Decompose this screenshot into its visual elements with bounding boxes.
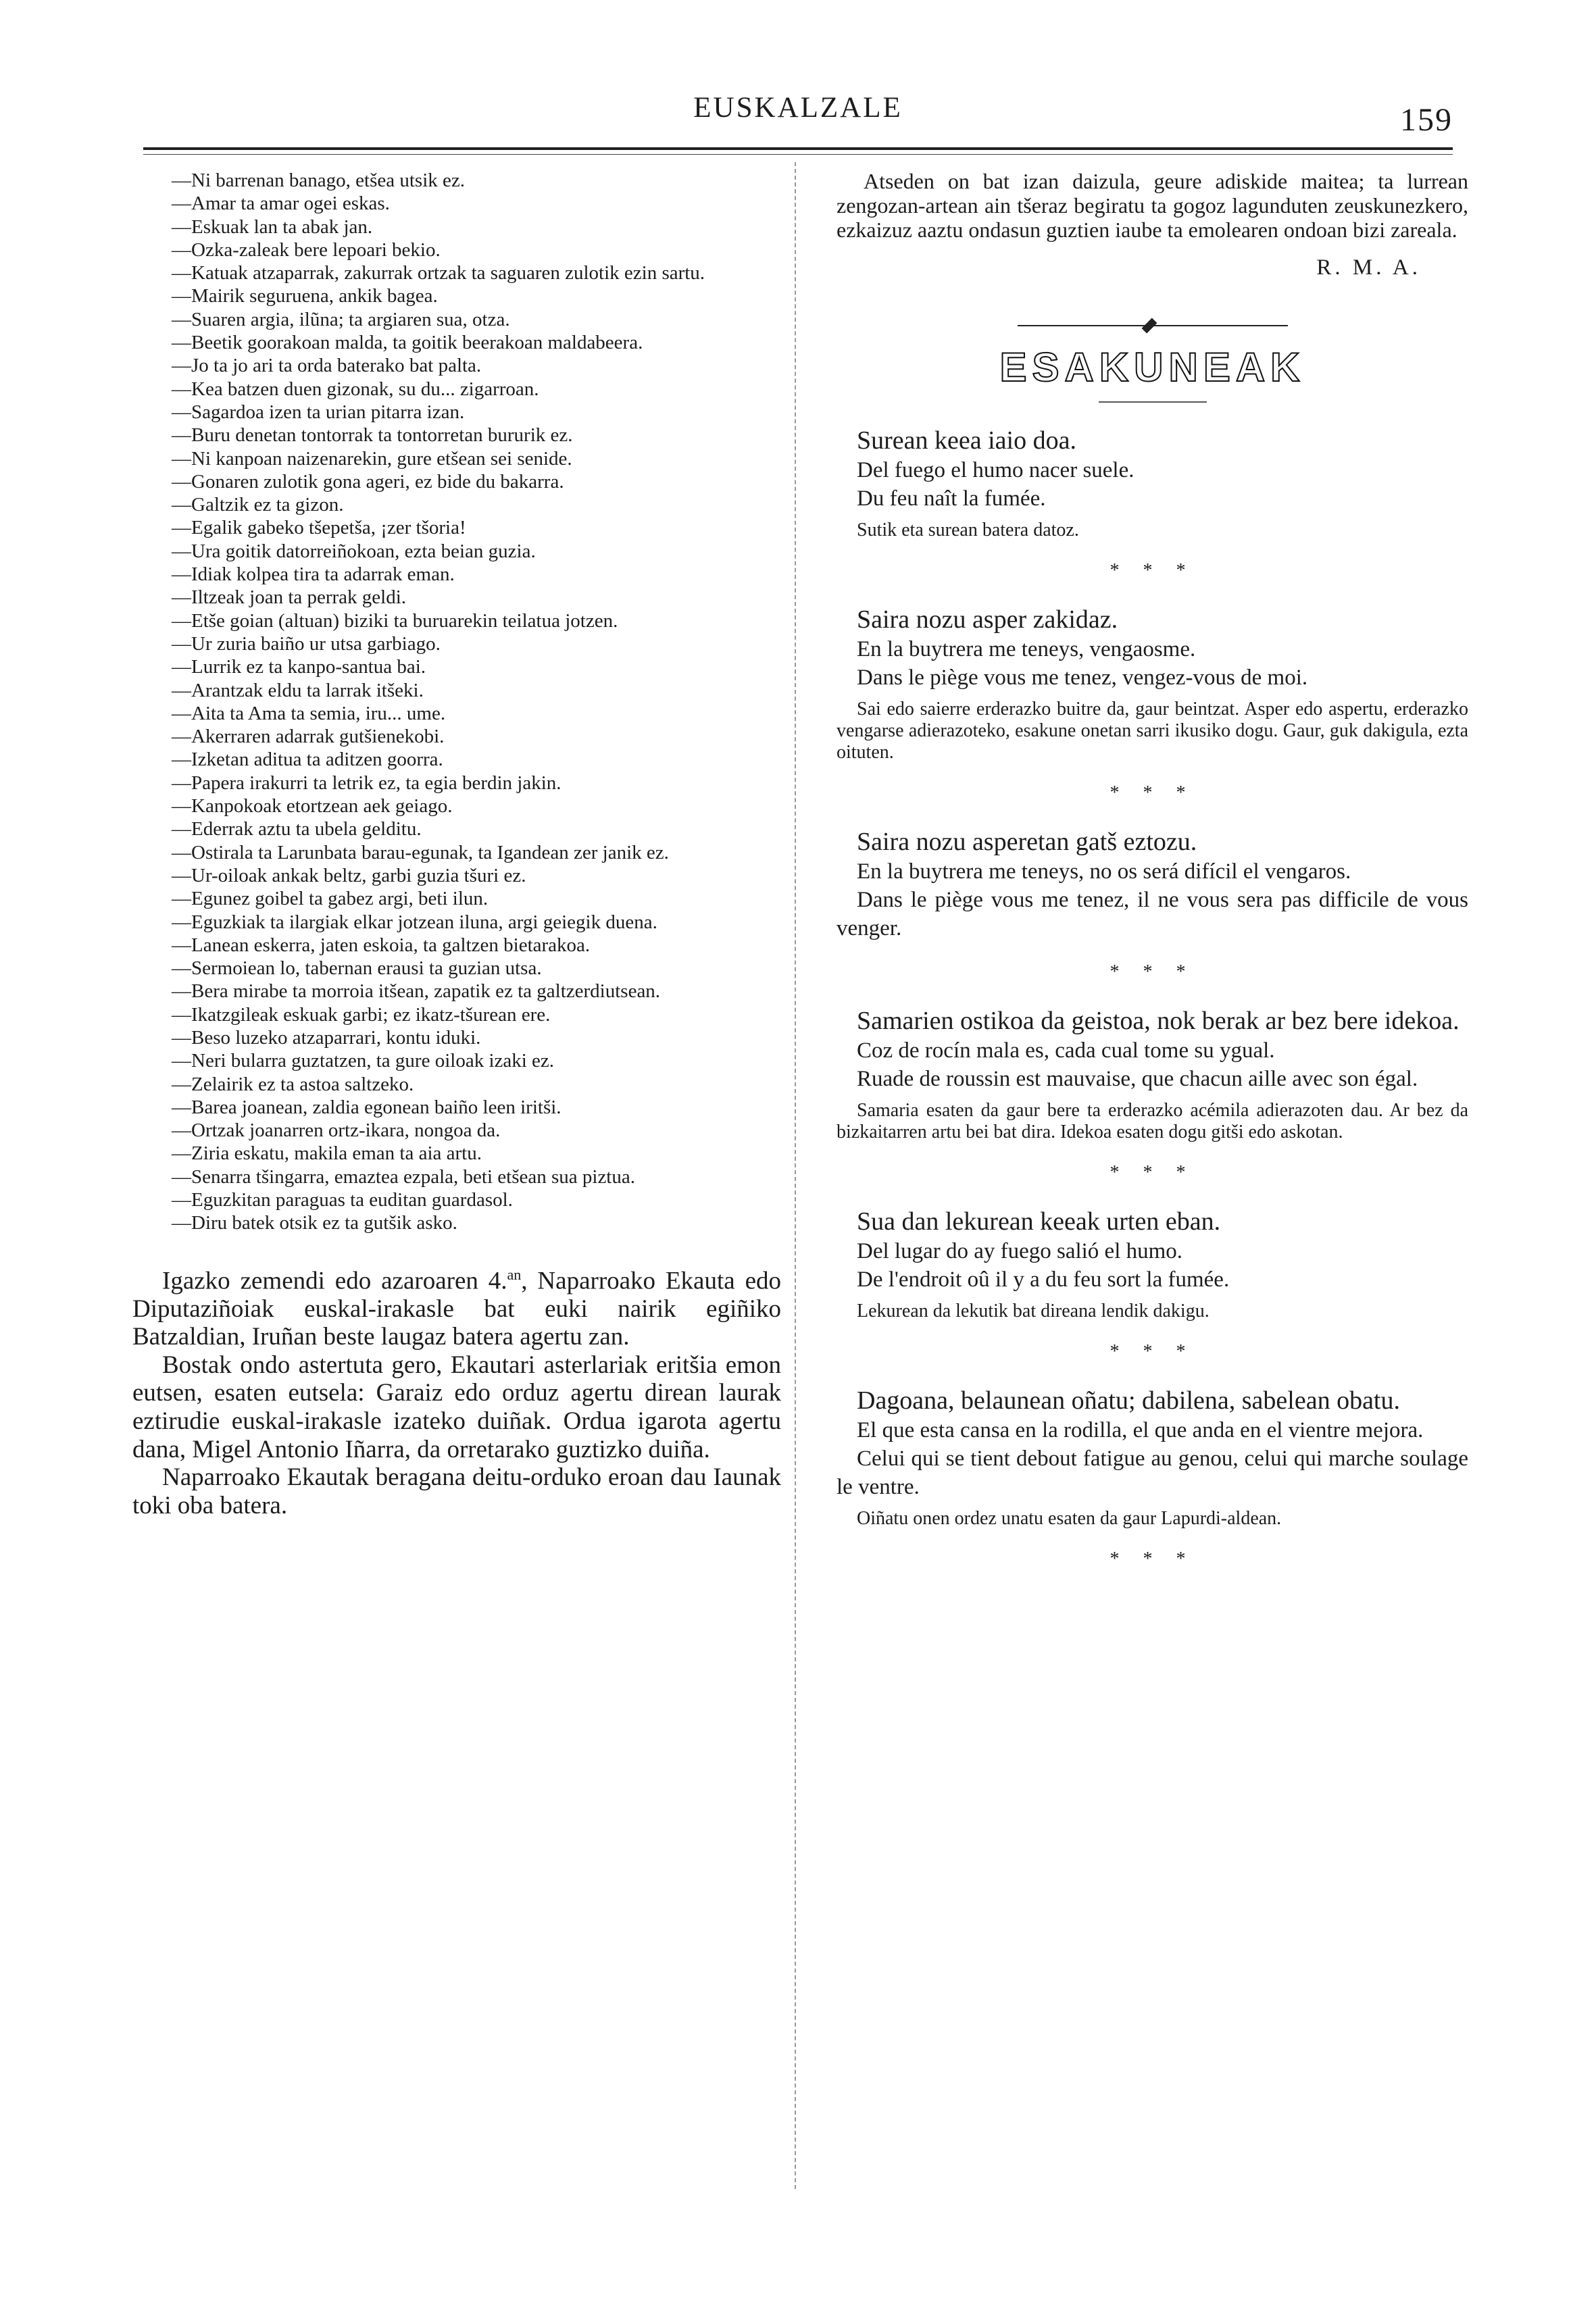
proverb-line: —Akerraren adarrak gutšienekobi. <box>172 726 445 748</box>
proverb-line: —Senarra tšingarra, emaztea ezpala, beti etšean sua piztua. <box>172 1165 635 1188</box>
saying-note: Lekurean da lekutik bat direana lendik dakigu. <box>857 1301 1210 1322</box>
asterism-separator: * * * <box>1109 1549 1195 1569</box>
asterism-separator: * * * <box>1109 961 1195 982</box>
right-column <box>837 169 1468 1570</box>
proverb-line: —Beetik goorakoan malda, ta goitik beerakoan maldabeera. <box>172 332 643 354</box>
saying-french: Du feu naît la fumée. <box>857 486 1046 511</box>
page-header-title: EUSKALZALE <box>693 92 903 124</box>
proverb-line: —Beso luzeko atzaparrari, kontu iduki. <box>172 1026 481 1049</box>
asterism-separator: * * * <box>1109 1341 1195 1362</box>
saying-basque: Saira nozu asper zakidaz. <box>857 605 1118 634</box>
saying-entry <box>837 426 1468 541</box>
asterism-separator: * * * <box>1109 782 1195 803</box>
proverb-line: —Eguzkiak ta ilargiak elkar jotzean iluna, argi geiegik duena. <box>172 911 657 933</box>
intro-paragraph: Atseden on bat izan daizula, geure adiskide maitea; ta lurrean zengozan-artean ain tšeraz begiratu ta gogoz lagunduten zeuskunezkero, ezkaizuz aaztu ondasun guztien iaube ta emolearen ondoan bizi zareala. <box>837 169 1468 242</box>
prose-text: Bostak ondo astertuta gero, Ekautari asterlariak eritšia emon eutsen, esaten eutsela: Garaiz edo orduz agertu direan laurak eztirudie euskal-irakasle izateko duiñak. Ordua igarota agertu dana, Migel Antonio Iñarra, da orretarako guztizko duiña. <box>132 1351 781 1463</box>
proverb-line: —Amar ta amar ogei eskas. <box>172 193 390 215</box>
saying-basque: Dagoana, belaunean oñatu; dabilena, sabelean obatu. <box>857 1386 1400 1415</box>
proverb-line: —Diru batek otsik ez ta gutšik asko. <box>172 1212 457 1234</box>
proverb-line: —Ura goitik datorreiñokoan, ezta beian guzia. <box>172 540 536 562</box>
proverb-line: —Ikatzgileak eskuak garbi; ez ikatz-tšurean ere. <box>172 1003 551 1026</box>
saying-basque: Sua dan lekurean keeak urten eban. <box>857 1207 1221 1236</box>
signature: R. M. A. <box>1316 255 1421 280</box>
saying-spanish: El que esta cansa en la rodilla, el que anda en el vientre mejora. <box>857 1418 1424 1442</box>
proverb-line: —Eguzkitan paraguas ta euditan guardasol. <box>172 1189 513 1211</box>
section-title: ESAKUNEAK <box>999 345 1305 390</box>
saying-entry <box>837 1006 1468 1143</box>
ordinal-superscript: an <box>507 1265 522 1283</box>
proverb-line: —Zelairik ez ta astoa saltzeko. <box>172 1073 414 1095</box>
asterism-separator: * * * <box>1109 560 1195 581</box>
proverb-line: —Egunez goibel ta gabez argi, beti ilun. <box>172 888 489 910</box>
ornamental-rule <box>1018 322 1288 329</box>
saying-french: Dans le piège vous me tenez, il ne vous sera pas difficile de vous venger. <box>837 888 1468 940</box>
proverb-line: —Ni kanpoan naizenarekin, gure etšean sei senide. <box>172 447 572 470</box>
proverb-line: —Ur-oiloak ankak beltz, garbi guzia tšuri ez. <box>172 864 526 886</box>
proverb-line: —Katuak atzaparrak, zakurrak ortzak ta saguaren zulotik ezin sartu. <box>172 262 705 284</box>
proverb-line: —Barea joanean, zaldia egonean baiño leen iritši. <box>172 1096 562 1118</box>
page-number: 159 <box>1400 102 1453 138</box>
asterism-separator: * * * <box>1109 1162 1195 1183</box>
proverb-line: —Lanean eskerra, jaten eskoia, ta galtzen bietarakoa. <box>172 934 591 956</box>
proverb-line: —Ni barrenan banago, etšea utsik ez. <box>172 170 466 191</box>
proverb-line: —Aita ta Ama ta semia, iru... ume. <box>172 702 446 724</box>
proverb-line: —Buru denetan tontorrak ta tontorretan bururik ez. <box>172 424 573 447</box>
saying-basque: Surean keea iaio doa. <box>857 426 1076 455</box>
saying-note: Sutik eta surean batera datoz. <box>857 520 1079 540</box>
proverb-line: —Lurrik ez ta kanpo-santua bai. <box>172 656 426 678</box>
saying-basque: Samarien ostikoa da geistoa, nok berak ar bez bere idekoa. <box>857 1007 1460 1035</box>
proverb-line: —Bera mirabe ta morroia itšean, zapatik ez ta galtzerdiutsean. <box>172 980 661 1003</box>
proverb-line: —Idiak kolpea tira ta adarrak eman. <box>172 563 455 586</box>
proverb-line: —Iltzeak joan ta perrak geldi. <box>172 586 407 609</box>
proverb-line: —Kea batzen duen gizonak, su du... zigarroan. <box>172 378 539 400</box>
proverb-line: —Ostirala ta Larunbata barau-egunak, ta Igandean zer janik ez. <box>172 841 669 863</box>
saying-entry <box>837 827 1468 942</box>
header-rule-thin <box>143 154 1453 155</box>
saying-entries <box>837 426 1468 1570</box>
proverb-line: —Galtzik ez ta gizon. <box>172 494 344 516</box>
proverb-line: —Ur zuria baiño ur utsa garbiago. <box>172 632 441 655</box>
proverb-line: —Mairik seguruena, ankik bagea. <box>172 285 438 307</box>
section-underline <box>1099 401 1207 403</box>
proverb-line: —Izketan aditua ta aditzen goorra. <box>172 749 443 771</box>
saying-spanish: En la buytrera me teneys, vengaosme. <box>857 637 1196 661</box>
saying-note: Sai edo saierre erderazko buitre da, gaur beintzat. Asper edo aspertu, erderazko vengarse adierazoteko, esakune onetan sarri ikusiko dogu. Gaur, guk dakigula, ezta oituten. <box>837 699 1468 763</box>
proverb-line: —Ziria eskatu, makila eman ta aia artu. <box>172 1142 482 1165</box>
proverb-line: —Suaren argia, ilũna; ta argiaren sua, otza. <box>172 308 510 330</box>
saying-spanish: En la buytrera me teneys, no os será difícil el vengaros. <box>857 859 1351 884</box>
proverb-line: —Ederrak aztu ta ubela gelditu. <box>172 818 422 840</box>
saying-entry <box>837 1386 1468 1530</box>
prose-text: Naparroako Ekautak beragana deitu-orduko eroan dau Iaunak toki oba batera. <box>132 1463 781 1519</box>
proverb-line: —Ortzak joanarren ortz-ikara, nongoa da. <box>172 1120 501 1142</box>
header-rule <box>143 147 1453 150</box>
proverb-line: —Ozka-zaleak bere lepoari bekio. <box>172 238 441 261</box>
proverb-list <box>132 169 781 1235</box>
saying-spanish: Del fuego el humo nacer suele. <box>857 458 1134 482</box>
saying-spanish: Del lugar do ay fuego salió el humo. <box>857 1239 1183 1263</box>
prose-text: , Naparroako Ekauta edo Diputaziñoiak euskal-irakasle bat euki nairik egiñiko Batzaldian, Iruñan beste laugaz batera agertu zan. <box>132 1266 782 1351</box>
proverb-line: —Sermoiean lo, tabernan erausi ta guzian utsa. <box>172 957 542 980</box>
proverb-line: —Papera irakurri ta letrik ez, ta egia berdin jakin. <box>172 772 562 794</box>
saying-spanish: Coz de rocín mala es, cada cual tome su ygual. <box>857 1038 1275 1063</box>
proverb-line: —Etše goian (altuan) biziki ta buruarekin teilatua jotzen. <box>172 609 618 632</box>
prose-paragraph <box>132 1351 781 1463</box>
obituary-intro <box>837 169 1468 242</box>
saying-note: Samaria esaten da gaur bere ta erderazko acémila adierazoten dau. Ar bez da bizkaitarren artu bei bat dira. Idekoa esaten dogu gitši edo askotan. <box>837 1100 1468 1142</box>
prose-paragraph <box>132 1463 781 1519</box>
proverb-line: —Kanpokoak etortzean aek geiago. <box>172 795 453 818</box>
saying-entry <box>837 605 1468 763</box>
proverb-line: —Gonaren zulotik gona ageri, ez bide du bakarra. <box>172 470 564 493</box>
proverb-line: —Jo ta jo ari ta orda baterako bat palta. <box>172 355 482 377</box>
saying-french: De l'endroit oû il y a du feu sort la fumée. <box>857 1267 1230 1292</box>
saying-basque: Saira nozu asperetan gatš eztozu. <box>857 828 1197 856</box>
saying-french: Ruade de roussin est mauvaise, que chacun aille avec son égal. <box>857 1067 1418 1091</box>
proverb-line: —Egalik gabeko tšepetša, ¡zer tšoria! <box>172 517 466 539</box>
prose-paragraph <box>132 1261 781 1351</box>
proverb-line: —Eskuak lan ta abak jan. <box>172 216 373 238</box>
prose-text: Igazko zemendi edo azaroaren 4. <box>162 1266 507 1294</box>
proverb-line: —Neri bularra guztatzen, ta gure oiloak izaki ez. <box>172 1050 555 1072</box>
saying-french: Dans le piège vous me tenez, vengez-vous de moi. <box>857 665 1308 690</box>
left-column <box>132 169 781 1519</box>
column-divider <box>795 162 797 2189</box>
saying-french: Celui qui se tient debout fatigue au genou, celui qui marche soulage le ventre. <box>837 1447 1468 1499</box>
saying-entry <box>837 1207 1468 1322</box>
news-paragraphs <box>132 1261 781 1520</box>
proverb-line: —Arantzak eldu ta larrak itšeki. <box>172 679 424 701</box>
proverb-line: —Sagardoa izen ta urian pitarra izan. <box>172 401 465 423</box>
saying-note: Oiñatu onen ordez unatu esaten da gaur Lapurdi-aldean. <box>857 1508 1282 1529</box>
